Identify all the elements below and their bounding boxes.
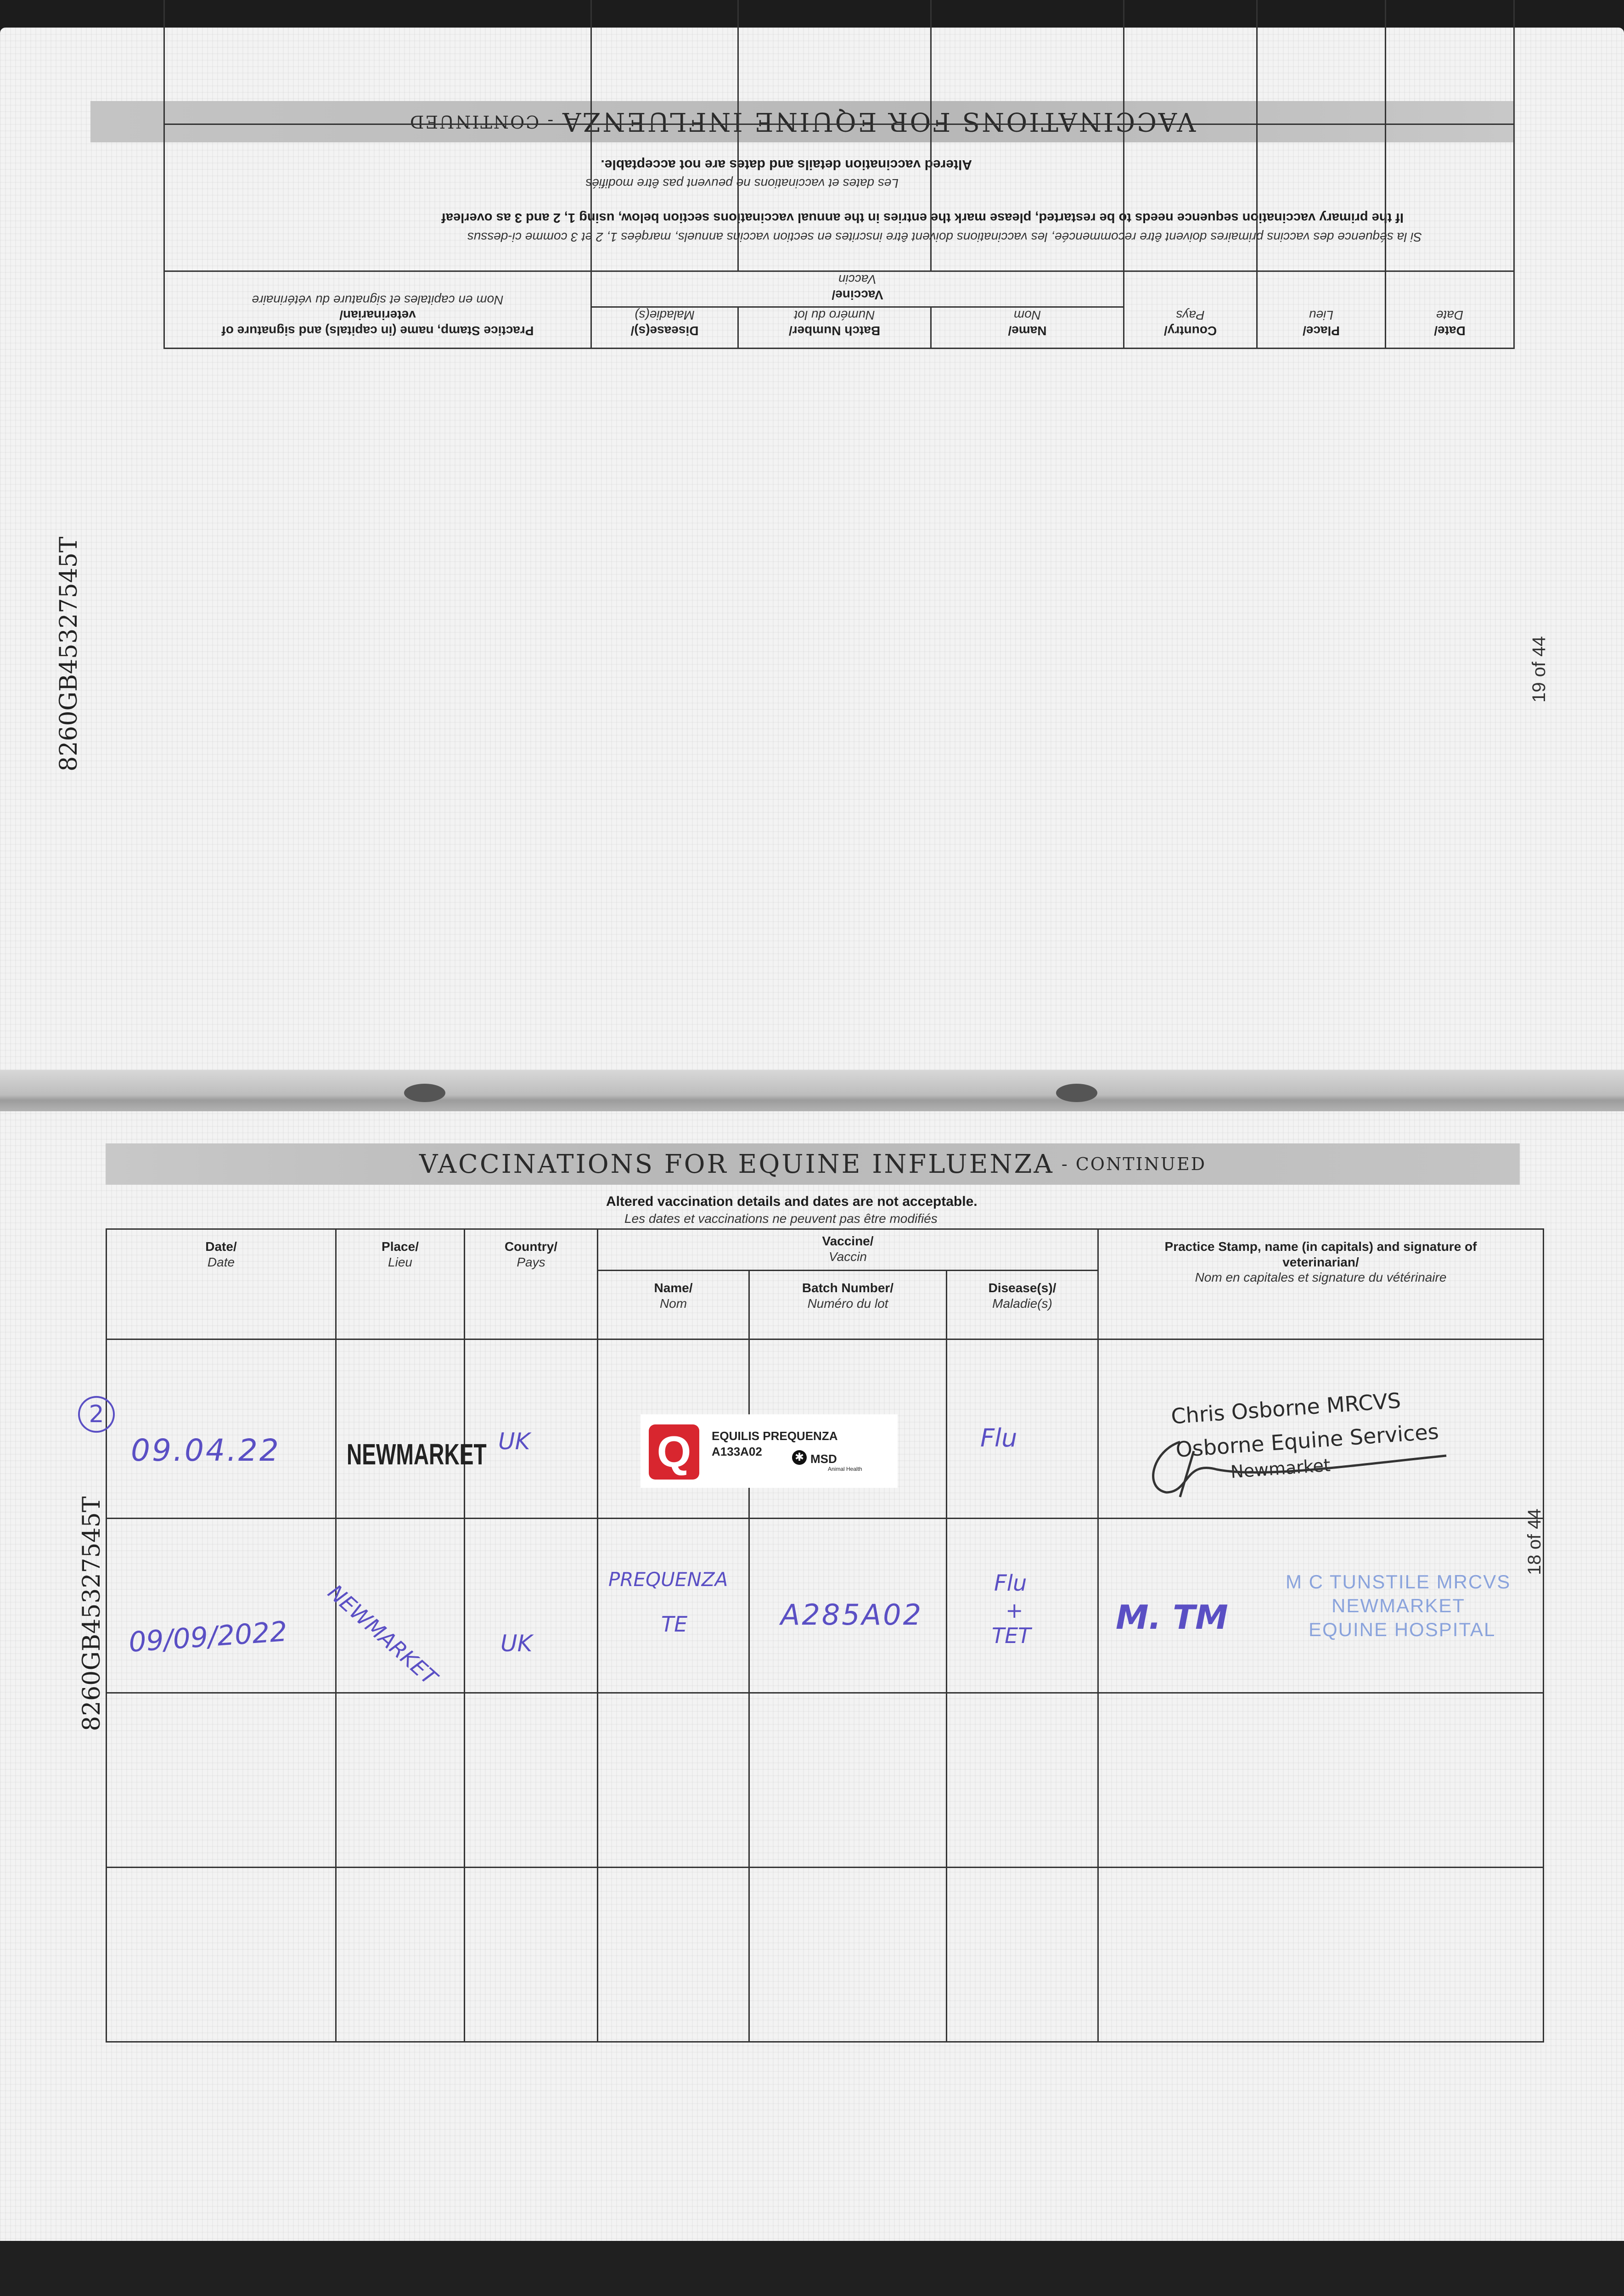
top-header-disease: Disease(s)/ Maladie(s) [591, 307, 738, 348]
entry2-disease-2: + [1006, 1598, 1023, 1623]
entry2-stamp-line3: EQUINE HOSPITAL [1309, 1619, 1496, 1640]
bottom-header-disease: Disease(s)/ Maladie(s) [947, 1271, 1098, 1339]
top-header-place: Place/ Lieu [1257, 271, 1386, 348]
top-vaccination-table [163, 0, 1515, 349]
bottom-notice-bold: Altered vaccination details and dates are not acceptable. [606, 1194, 978, 1209]
spine-hole-left [404, 1084, 445, 1102]
top-restart-italic: Si la séquence des vaccins primaires doivent être recommencée, les vaccinations doivent être inscrites en section vaccins annuels, marqées 1, 2 et 3 comme ci-dessus [467, 230, 1422, 244]
bottom-header-place: Place/ Lieu [336, 1229, 465, 1339]
top-header-country: Country/ Pays [1124, 271, 1257, 348]
top-header-date: Date/ Date [1386, 271, 1514, 348]
bottom-header-batch: Batch Number/ Numéro du lot [749, 1271, 947, 1339]
entry1-disease: Flu [980, 1424, 1017, 1452]
bottom-banner-continued: - CONTINUED [1061, 1154, 1207, 1174]
bottom-document-id: 8260GB45327545T [78, 1496, 106, 1731]
entry1-date: 09.04.22 [131, 1433, 281, 1468]
table-row [107, 1693, 1544, 1868]
entry2-disease-1: Flu [994, 1570, 1027, 1596]
bottom-banner-title: VACCINATIONS FOR EQUINE INFLUENZA [419, 1149, 1054, 1179]
vaccine-sticker [641, 1414, 898, 1488]
entry2-vaccine-name: PREQUENZA [608, 1568, 728, 1591]
bottom-header-stamp: Practice Stamp, name (in capitals) and signature of veterinarian/ Nom en capitales et signature du vétérinaire [1098, 1229, 1544, 1339]
top-banner-continued: - CONTINUED [408, 112, 554, 132]
msd-logo-icon: ✱ [792, 1450, 807, 1465]
entry1-stamp-line1: Chris Osborne MRCVS [1170, 1388, 1402, 1429]
top-page-rotated [0, 28, 1624, 1102]
spine-hole-right [1056, 1084, 1097, 1102]
table-row [107, 1868, 1544, 2042]
table-row [164, 124, 1514, 271]
top-restart-bold: If the primary vaccination sequence needs to be restarted, please mark the entries in the annual vaccinations section below, using 1, 2 and 3 as overleaf [441, 210, 1404, 225]
bottom-page-number: 18 of 44 [1524, 1508, 1545, 1575]
top-banner-title: VACCINATIONS FOR EQUINE INFLUENZA [561, 107, 1196, 137]
entry2-stamp-line1: M C TUNSTILE MRCVS [1286, 1571, 1511, 1593]
entry2-date: 09/09/2022 [127, 1615, 288, 1659]
prequenza-logo-icon: Q [649, 1424, 699, 1480]
sticker-brand: MSD [810, 1452, 837, 1466]
entry1-country: UK [498, 1428, 530, 1455]
top-document-id: 8260GB45327545T [55, 536, 83, 771]
entry2-vaccine-name-suffix: TE [661, 1612, 688, 1637]
entry2-batch: A285A02 [781, 1598, 923, 1632]
entry1-signature-icon [1125, 1424, 1483, 1506]
bottom-page [0, 1111, 1624, 2245]
entry2-signature: M. TM [1116, 1598, 1228, 1637]
table-row [164, 0, 1514, 124]
entry2-stamp-line2: NEWMARKET [1332, 1595, 1465, 1616]
scan-edge-bottom [0, 2241, 1624, 2296]
bottom-header-vaccine: Vaccine/ Vaccin [598, 1229, 1098, 1271]
top-page-number: 19 of 44 [1529, 636, 1549, 703]
margin-circle-mark: 2 [78, 1396, 115, 1433]
entry2-disease-3: TET [992, 1623, 1031, 1648]
bottom-notice-italic: Les dates et vaccinations ne peuvent pas être modifiés [624, 1211, 938, 1226]
entry1-place: NEWMARKET [347, 1438, 487, 1471]
top-header-batch: Batch Number/ Numéro du lot [738, 307, 931, 348]
top-header-name: Name/ Nom [931, 307, 1124, 348]
sticker-batch-number: A133A02 [712, 1445, 762, 1458]
entry2-place: NEWMARKET [323, 1580, 442, 1690]
top-notice-bold: Altered vaccination details and dates are not acceptable. [601, 157, 972, 172]
sticker-vaccine-name: EQUILIS PREQUENZA [712, 1429, 838, 1443]
top-notice-italic: Les dates et vaccinations ne peuvent pas être modifiés [585, 176, 899, 191]
bottom-header-date: Date/ Date [107, 1229, 336, 1339]
entry1-stamp-line3: Newmarket [1230, 1455, 1332, 1482]
entry2-country: UK [500, 1630, 533, 1657]
entry1-stamp-line2: Osborne Equine Services [1174, 1419, 1440, 1462]
sticker-brand-sub: Animal Health [828, 1466, 862, 1472]
bottom-header-name: Name/ Nom [598, 1271, 749, 1339]
top-header-vaccine: Vaccine/ Vaccin [591, 271, 1124, 307]
bottom-banner [106, 1143, 1520, 1185]
top-header-stamp: Practice Stamp, name (in capitals) and signature of veterinarian/ Nom en capitales et signature du vétérinaire [164, 271, 591, 348]
bottom-header-country: Country/ Pays [465, 1229, 598, 1339]
top-page [0, 28, 1624, 1102]
